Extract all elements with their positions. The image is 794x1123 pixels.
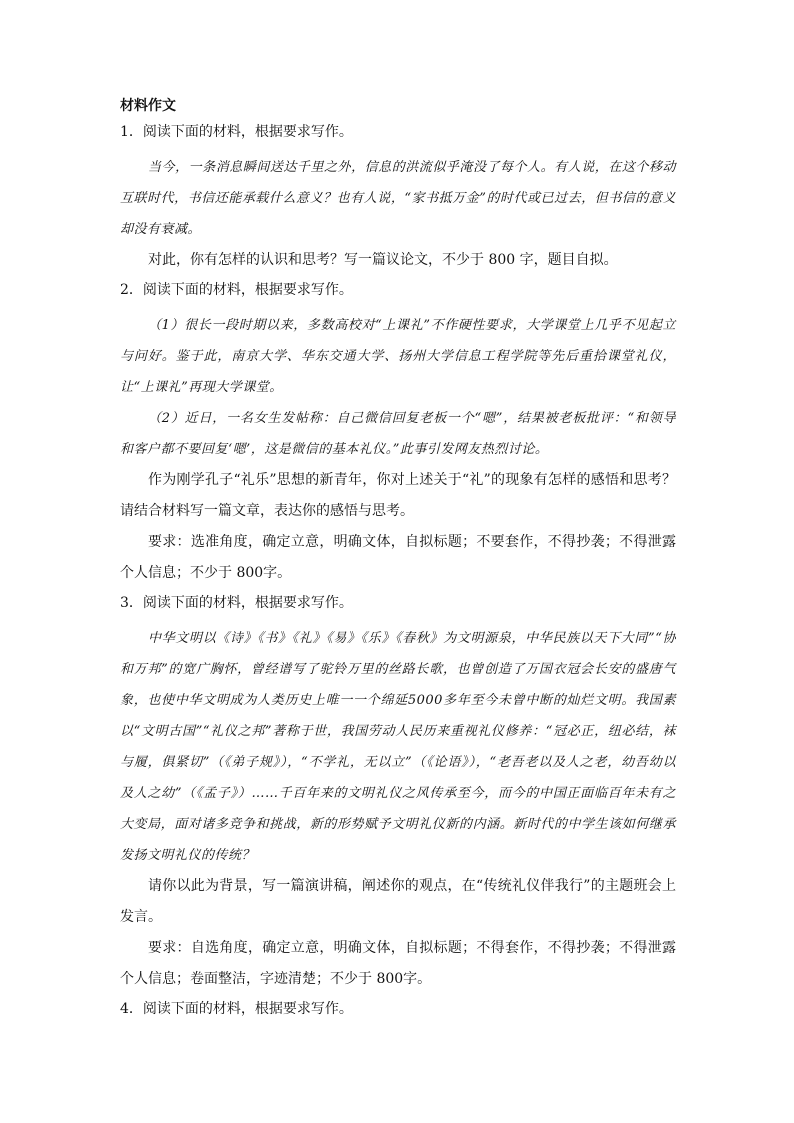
question-3-material: 中华文明以《诗》《书》《礼》《易》《乐》《春秋》为文明源泉，中华民族以天下大同”“协和万邦”的宽广胸怀，曾经谱写了驼铃万里的丝路长歌，也曾创造了万国衣冠会长安的盛唐气象，也使中华文明成为人类历史上唯一一个绵延5000多年至今未曾中断的灿烂文明。我国素以“文明古国”“礼仪之邦”著称于世，我国劳动人民历来重视礼仪修养：“冠必正，纽必结，袜与履，俱紧切”（《弟子规》），“不学礼，无以立”（《论语》），“老吾老以及人之老，幼吾幼以及人之幼”（《孟子》）……千百年来的文明礼仪之风传承至今，而今的中国正面临百年未有之大变局，面对诸多竞争和挑战，新的形势赋予文明礼仪新的内涵。新时代的中学生该如何继承发扬文明礼仪的传统？ — [120, 631, 676, 863]
question-2-prompt: 作为刚学孔子“礼乐”思想的新青年，你对上述关于“礼”的现象有怎样的感悟和思考？请结合材料写一篇文章，表达你的感悟与思考。 — [120, 472, 676, 519]
question-2-material-1: （1）很长一段时期以来，多数高校对“上课礼”不作硬性要求，大学课堂上几乎不见起立与问好。鉴于此，南京大学、华东交通大学、扬州大学信息工程学院等先后重拾课堂礼仪，让“上课礼”再现大学课堂。 — [120, 318, 676, 395]
question-3-requirements: 要求：自选角度，确定立意，明确文体，自拟标题；不得套作，不得抄袭；不得泄露个人信息；卷面整洁，字迹清楚；不少于 800字。 — [120, 940, 676, 987]
question-2-material-2: （2）近日，一名女生发帖称：自己微信回复老板一个“嗯”，结果被老板批评：“和领导和客户都不要回复‘嗯’，这是微信的基本礼仪。”此事引发网友热烈讨论。 — [120, 411, 676, 457]
question-3-heading: 3．阅读下面的材料，根据要求写作。 — [120, 595, 353, 611]
question-3 — [120, 593, 676, 995]
question-1-heading: 1．阅读下面的材料，根据要求写作。 — [120, 124, 353, 140]
question-3-prompt: 请你以此为背景，写一篇演讲稿，阐述你的观点，在“传统礼仪伴我行”的主题班会上发言。 — [120, 878, 676, 925]
question-1-prompt: 对此，你有怎样的认识和思考？写一篇议论文，不少于 800 字，题目自拟。 — [148, 252, 618, 268]
question-1 — [120, 122, 676, 276]
document-page — [120, 96, 676, 1029]
question-4 — [120, 999, 676, 1019]
question-1-material: 当今，一条消息瞬间送达千里之外，信息的洪流似乎淹没了每个人。有人说，在这个移动互联时代，书信还能承载什么意义？也有人说，“家书抵万金”的时代或已过去，但书信的意义却没有衰减。 — [120, 160, 676, 237]
question-2-heading: 2．阅读下面的材料，根据要求写作。 — [120, 282, 353, 298]
question-2 — [120, 280, 676, 589]
section-title: 材料作文 — [120, 98, 176, 114]
question-2-requirements: 要求：选准角度，确定立意，明确文体，自拟标题；不要套作，不得抄袭；不得泄露个人信息；不少于 800字。 — [120, 534, 676, 581]
question-4-heading: 4．阅读下面的材料，根据要求写作。 — [120, 1001, 353, 1017]
